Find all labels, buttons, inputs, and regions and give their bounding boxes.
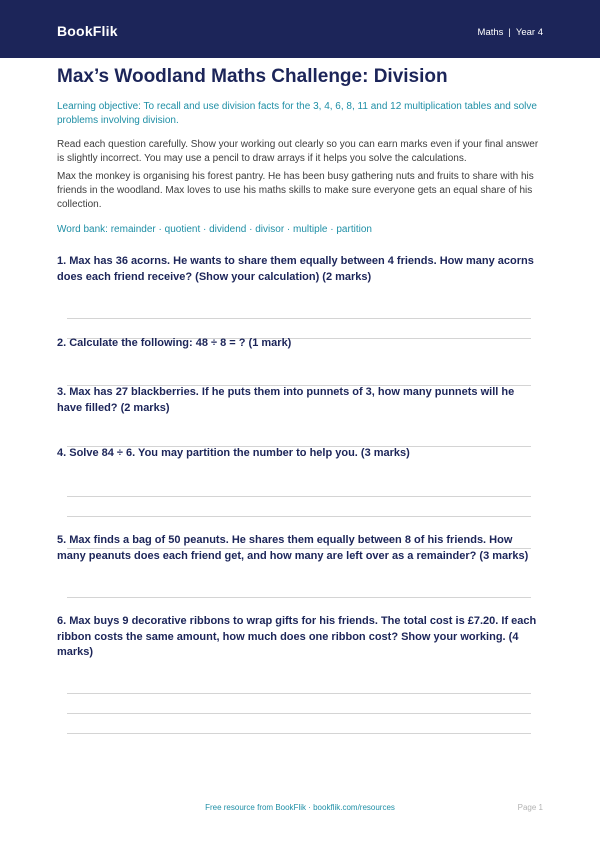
instructions-paragraph: Read each question carefully. Show your working out clearly so you can earn marks even if your final answer is slightly incorrect. You may use a pencil to draw arrays if it helps you solve the calculations. (57, 139, 539, 164)
question-1: 1. Max has 36 acorns. He wants to share them equally between 4 friends. How many acorns does each friend receive? (Show your calculation) (2 marks) (57, 255, 534, 283)
question-5: 5. Max finds a bag of 50 peanuts. He shares them equally between 8 of his friends. How many peanuts does each friend get, and how many are left over as a remainder? (3 marks) (57, 534, 529, 562)
page-number: Page 1 (517, 803, 543, 812)
question-2: 2. Calculate the following: 48 ÷ 8 = ? (1 mark) (57, 337, 292, 349)
answer-line[interactable] (67, 516, 531, 517)
meta-separator: | (508, 27, 511, 38)
answer-line[interactable] (67, 693, 531, 694)
answer-line[interactable] (67, 496, 531, 497)
worksheet-title: Max’s Woodland Maths Challenge: Division (57, 66, 448, 87)
question-6: 6. Max buys 9 decorative ribbons to wrap gifts for his friends. The total cost is £7.20. If each ribbon costs the same amount, how much does one ribbon cost? Show your working. (4 marks) (57, 615, 537, 658)
subject-year-label (478, 27, 543, 38)
footer-credit: Free resource from BookFlik · bookflik.com/resources (205, 803, 395, 812)
answer-line[interactable] (67, 733, 531, 734)
answer-line[interactable] (67, 597, 531, 598)
question-4: 4. Solve 84 ÷ 6. You may partition the number to help you. (3 marks) (57, 447, 410, 459)
story-paragraph: Max the monkey is organising his forest pantry. He has been busy gathering nuts and fruits to share with his friends in the woodland. Max loves to use his maths skills to make sure everyone gets an equal share of his collection. (57, 171, 534, 210)
question-3: 3. Max has 27 blackberries. If he puts them into punnets of 3, how many punnets will he have filled? (2 marks) (57, 386, 515, 414)
header-bar (0, 0, 600, 58)
brand-logo: BookFlik (57, 23, 118, 39)
word-bank: Word bank: remainder · quotient · dividend · divisor · multiple · partition (57, 224, 372, 235)
year-label: Year 4 (515, 27, 543, 38)
learning-objective: Learning objective: To recall and use division facts for the 3, 4, 6, 8, 11 and 12 multiplication tables and solve problems involving division. (57, 101, 537, 126)
subject-label: Maths (477, 27, 504, 38)
answer-line[interactable] (67, 318, 531, 319)
answer-line[interactable] (67, 713, 531, 714)
